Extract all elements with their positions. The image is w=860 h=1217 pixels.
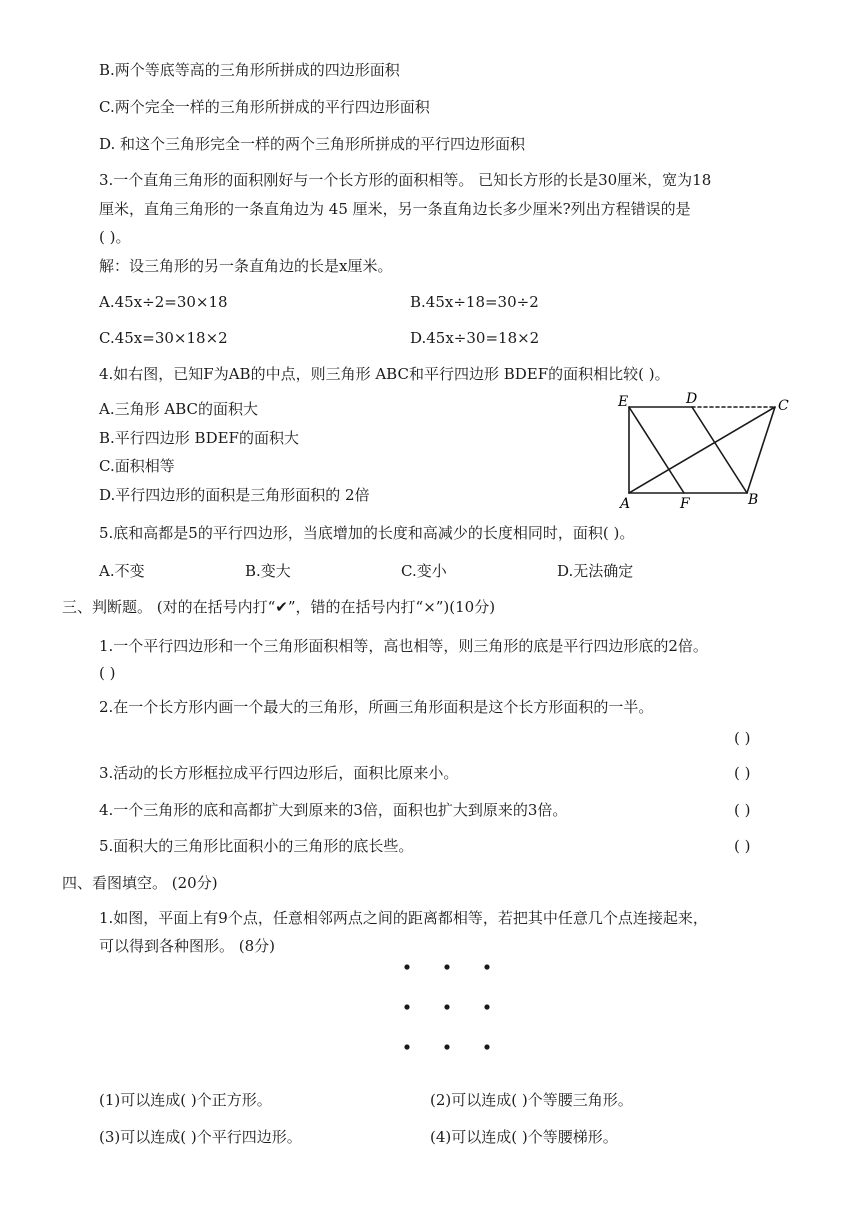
q4-option-a: A.三角形 ABC的面积大 (99, 400, 258, 418)
s3-q5-paren: ( ) (734, 837, 751, 855)
s3-q1-line1: 1.一个平行四边形和一个三角形面积相等，高也相等，则三角形的底是平行四边形底的2倍。 (99, 637, 708, 655)
label-a: A (620, 496, 631, 512)
s3-q3-paren: ( ) (734, 764, 751, 782)
q5-option-b: B.变大 (245, 562, 291, 580)
q3-stem-line1: 3.一个直角三角形的面积刚好与一个长方形的面积相等。 已知长方形的长是30厘米，宽为18 (99, 171, 712, 189)
q3-solution: 解：设三角形的另一条直角边的长是x厘米。 (99, 257, 393, 275)
q2-option-d: D. 和这个三角形完全一样的两个三角形所拼成的平行四边形面积 (99, 135, 526, 153)
q4-option-c: C.面积相等 (99, 457, 175, 475)
label-f: F (680, 496, 690, 512)
segment-ac (629, 407, 775, 493)
segment-db (692, 407, 747, 493)
label-b: B (748, 492, 759, 508)
s3-q2-paren: ( ) (734, 729, 751, 747)
q4-option-d: D.平行四边形的面积是三角形面积的 2倍 (99, 486, 370, 504)
s4-sub2: (2)可以连成( )个等腰三角形。 (430, 1091, 633, 1109)
q3-stem-line2: 厘米，直角三角形的一条直角边为 45 厘米，另一条直角边长多少厘米?列出方程错误的是 (99, 200, 691, 218)
grid-dot-9 (484, 1044, 489, 1049)
s4-sub1: (1)可以连成( )个正方形。 (99, 1091, 272, 1109)
s3-q3: 3.活动的长方形框拉成平行四边形后，面积比原来小。 (99, 764, 459, 782)
q5-option-c: C.变小 (401, 562, 447, 580)
grid-dot-2 (444, 964, 449, 969)
grid-dot-5 (444, 1004, 449, 1009)
s4-sub4: (4)可以连成( )个等腰梯形。 (430, 1128, 618, 1146)
s3-q4-paren: ( ) (734, 801, 751, 819)
s3-q4: 4.一个三角形的底和高都扩大到原来的3倍，面积也扩大到原来的3倍。 (99, 801, 568, 819)
s3-q2: 2.在一个长方形内画一个最大的三角形，所画三角形面积是这个长方形面积的一半。 (99, 698, 654, 716)
q3-option-a: A.45x÷2=30×18 (99, 293, 228, 311)
s4-q1-line1: 1.如图，平面上有9个点，任意相邻两点之间的距离都相等，若把其中任意几个点连接起来， (99, 909, 708, 927)
segment-ef (629, 407, 684, 493)
grid-dot-7 (404, 1044, 409, 1049)
q4-geometry-figure (612, 390, 802, 515)
q2-option-b: B.两个等底等高的三角形所拼成的四边形面积 (99, 61, 400, 79)
s3-q5: 5.面积大的三角形比面积小的三角形的底长些。 (99, 837, 414, 855)
grid-dot-8 (444, 1044, 449, 1049)
dot-grid-figure (390, 952, 510, 1062)
q5-stem: 5.底和高都是5的平行四边形，当底增加的长度和高减少的长度相同时，面积( )。 (99, 524, 635, 542)
grid-dot-3 (484, 964, 489, 969)
s4-sub3: (3)可以连成( )个平行四边形。 (99, 1128, 302, 1146)
grid-dot-1 (404, 964, 409, 969)
q3-option-d: D.45x÷30=18×2 (410, 329, 540, 347)
q3-option-b: B.45x÷18=30÷2 (410, 293, 539, 311)
q4-option-b: B.平行四边形 BDEF的面积大 (99, 429, 299, 447)
label-c: C (778, 398, 789, 414)
label-e: E (618, 394, 629, 410)
q5-option-a: A.不变 (99, 562, 145, 580)
grid-dot-4 (404, 1004, 409, 1009)
s3-q1-paren: ( ) (99, 664, 116, 682)
segment-cb (747, 407, 775, 493)
label-d: D (686, 391, 698, 407)
section4-title: 四、看图填空。 (20分) (62, 874, 218, 892)
q3-option-c: C.45x=30×18×2 (99, 329, 228, 347)
q2-option-c: C.两个完全一样的三角形所拼成的平行四边形面积 (99, 98, 430, 116)
q4-stem: 4.如右图，已知F为AB的中点，则三角形 ABC和平行四边形 BDEF的面积相比较( )。 (99, 365, 670, 383)
s4-q1-line2: 可以得到各种图形。 (8分) (99, 937, 276, 955)
q3-stem-line3: ( )。 (99, 228, 131, 246)
grid-dot-6 (484, 1004, 489, 1009)
section3-title: 三、判断题。 (对的在括号内打“✔”，错的在括号内打“×”)(10分) (62, 598, 496, 616)
q5-option-d: D.无法确定 (557, 562, 634, 580)
